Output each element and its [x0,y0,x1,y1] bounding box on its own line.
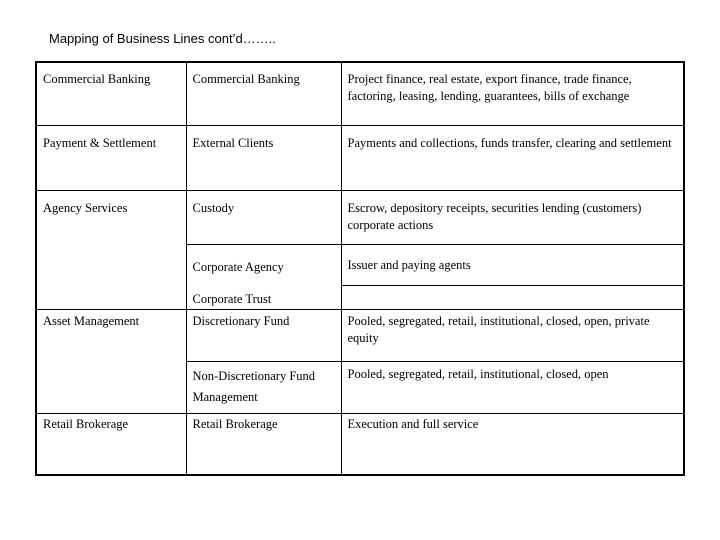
sub-line-cell: Non-Discretionary Fund Management [186,361,341,413]
table-row [36,190,684,244]
activities-cell: Escrow, depository receipts, securities lending (customers) corporate actions [341,190,684,244]
sub-line-cell: Retail Brokerage [186,413,341,475]
activities-cell: Execution and full service [341,413,684,475]
business-line-cell: Asset Management [36,309,186,361]
table-row [36,361,684,413]
business-line-cell: Retail Brokerage [36,413,186,475]
business-line-cell: Payment & Settlement [36,125,186,190]
table-row [36,413,684,475]
table-row [36,244,684,285]
activities-cell: Pooled, segregated, retail, institutional, closed, open [341,361,684,413]
business-line-cell [36,361,186,413]
business-lines-table [35,61,685,476]
sub-line-cell: External Clients [186,125,341,190]
table-row [36,62,684,125]
business-line-cell [36,244,186,285]
activities-cell [341,285,684,309]
sub-line-cell: Discretionary Fund [186,309,341,361]
sub-line-cell: Corporate Agency [186,244,341,285]
activities-cell: Issuer and paying agents [341,244,684,285]
sub-line-cell: Corporate Trust [186,285,341,309]
activities-cell: Payments and collections, funds transfer, clearing and settlement [341,125,684,190]
sub-line-cell: Custody [186,190,341,244]
business-line-cell: Agency Services [36,190,186,244]
activities-cell: Project finance, real estate, export finance, trade finance, factoring, leasing, lending, guarantees, bills of exchange [341,62,684,125]
sub-line-cell: Commercial Banking [186,62,341,125]
activities-cell: Pooled, segregated, retail, institutional, closed, open, private equity [341,309,684,361]
table-row [36,309,684,361]
table-row [36,125,684,190]
business-line-cell [36,285,186,309]
table-row [36,285,684,309]
slide-title: Mapping of Business Lines cont’d…….. [49,31,276,46]
business-line-cell: Commercial Banking [36,62,186,125]
